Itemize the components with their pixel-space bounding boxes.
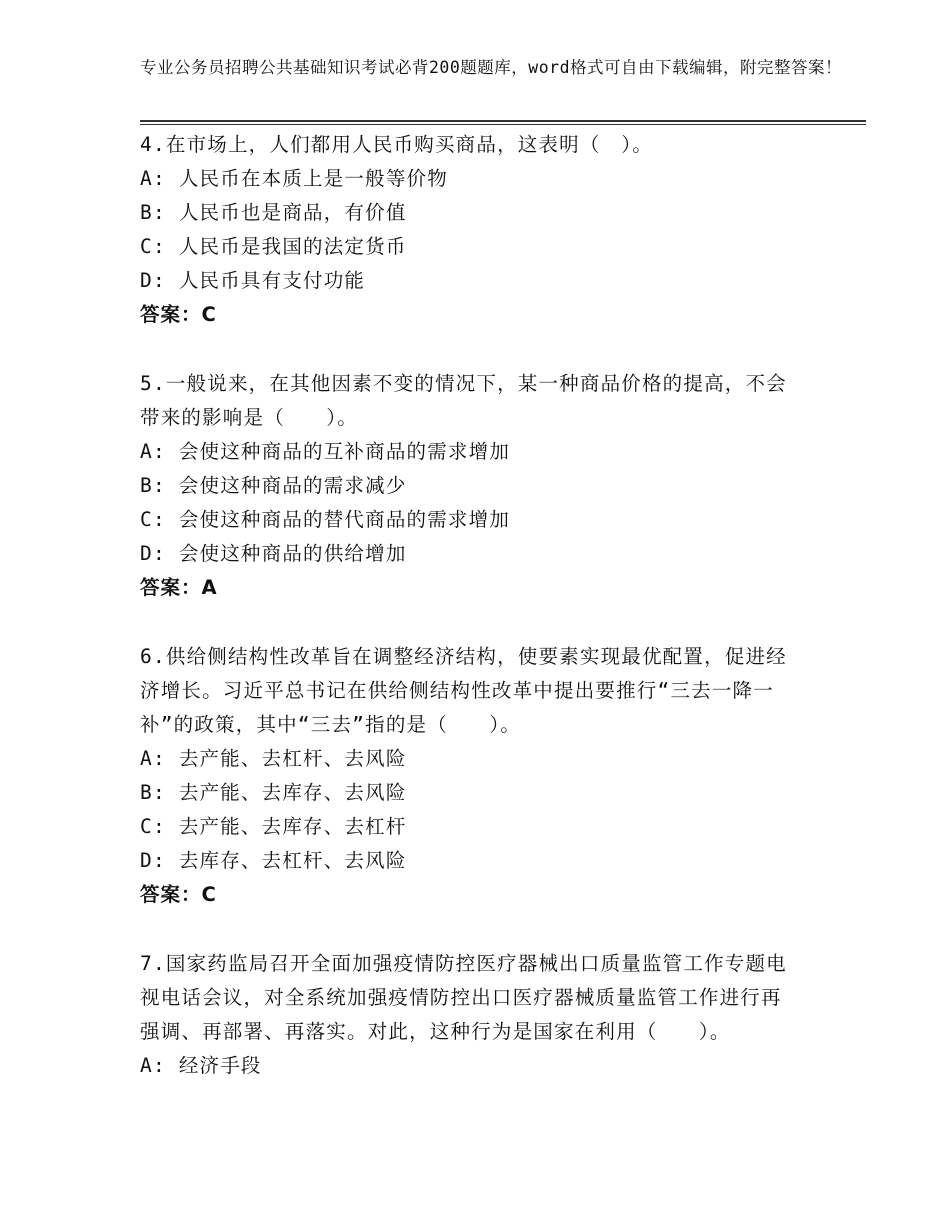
option-a: A: 会使这种商品的互补商品的需求增加 bbox=[140, 440, 511, 463]
question-item bbox=[140, 640, 800, 912]
question-text: 7.国家药监局召开全面加强疫情防控医疗器械出口质量监管工作专题电视电话会议，对全系统加强疫情防控出口医疗器械质量监管工作进行再强调、再部署、再落实。对此，这种行为是国家在利用（ ）。 bbox=[140, 952, 787, 1043]
option-c: C: 会使这种商品的替代商品的需求增加 bbox=[140, 508, 511, 531]
question-list bbox=[140, 128, 800, 1118]
question-item bbox=[140, 128, 800, 332]
question-text: 5.一般说来，在其他因素不变的情况下，某一种商品价格的提高，不会带来的影响是（ ）。 bbox=[140, 372, 787, 429]
header-divider bbox=[140, 120, 866, 122]
option-b: B: 去产能、去库存、去风险 bbox=[140, 781, 407, 804]
answer-label: 答案：C bbox=[140, 303, 217, 326]
option-c: C: 人民币是我国的法定货币 bbox=[140, 235, 407, 258]
option-a: A: 去产能、去杠杆、去风险 bbox=[140, 747, 407, 770]
option-b: B: 人民币也是商品，有价值 bbox=[140, 201, 407, 224]
question-item bbox=[140, 947, 800, 1083]
question-text: 4.在市场上，人们都用人民币购买商品，这表明（ ）。 bbox=[140, 133, 653, 156]
option-d: D: 会使这种商品的供给增加 bbox=[140, 542, 407, 565]
header-divider-thin bbox=[140, 124, 866, 125]
document-header: 专业公务员招聘公共基础知识考试必背200题题库，word格式可自由下载编辑，附完整答案！ bbox=[140, 58, 843, 77]
option-c: C: 去产能、去库存、去杠杆 bbox=[140, 815, 407, 838]
option-b: B: 会使这种商品的需求减少 bbox=[140, 474, 407, 497]
question-item bbox=[140, 367, 800, 605]
option-a: A: 经济手段 bbox=[140, 1054, 262, 1077]
question-text: 6.供给侧结构性改革旨在调整经济结构，使要素实现最优配置，促进经济增长。习近平总书记在供给侧结构性改革中提出要推行“三去一降一补”的政策，其中“三去”指的是（ ）。 bbox=[140, 645, 787, 736]
option-d: D: 去库存、去杠杆、去风险 bbox=[140, 849, 407, 872]
option-d: D: 人民币具有支付功能 bbox=[140, 269, 366, 292]
answer-label: 答案：C bbox=[140, 883, 217, 906]
option-a: A: 人民币在本质上是一般等价物 bbox=[140, 167, 448, 190]
answer-label: 答案：A bbox=[140, 576, 218, 599]
